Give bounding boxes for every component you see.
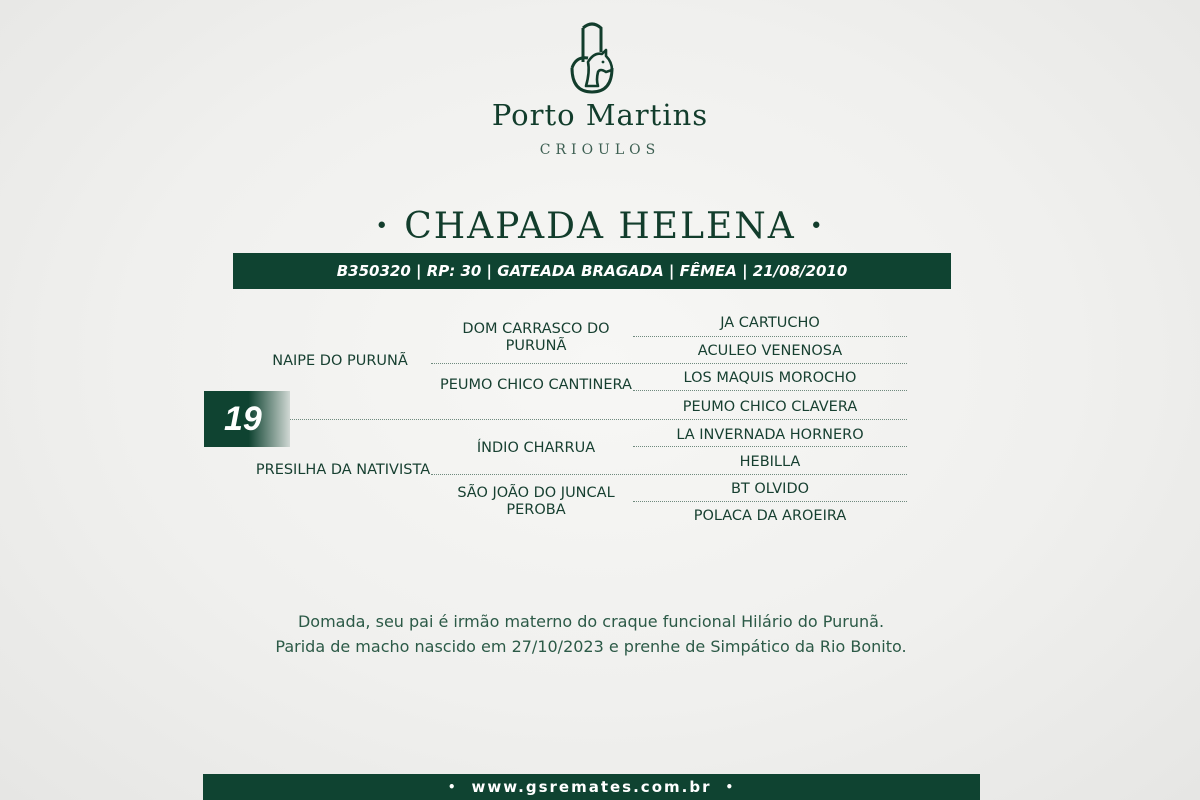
website-link[interactable]: www.gsremates.com.br — [471, 778, 712, 796]
pedigree-ss-dam: ACULEO VENENOSA — [697, 343, 843, 359]
pedigree-sire: NAIPE DO PURUNÃ — [272, 353, 408, 369]
pedigree-sd-sire: LOS MAQUIS MOROCHO — [683, 370, 857, 386]
pedigree-sire-dam: PEUMO CHICO CANTINERA — [440, 377, 632, 393]
pedigree-dam: PRESILHA DA NATIVISTA — [255, 462, 431, 478]
pedigree-sd-dam: PEUMO CHICO CLAVERA — [682, 399, 858, 415]
pedigree-divider — [431, 474, 907, 475]
horse-info-bar — [233, 253, 951, 289]
pedigree-dd-dam: POLACA DA AROEIRA — [693, 508, 847, 524]
lot-badge — [204, 391, 290, 447]
pedigree-divider — [431, 363, 907, 364]
title-bullet-right: • — [809, 214, 825, 239]
pedigree-divider — [633, 390, 907, 391]
brand-name: Porto Martins — [491, 98, 709, 132]
footer-bullet-right: • — [725, 780, 736, 794]
pedigree-divider — [290, 419, 907, 420]
horse-head-icon — [566, 22, 618, 94]
pedigree-ds-sire: LA INVERNADA HORNERO — [676, 427, 864, 443]
description-line-1: Domada, seu pai é irmão materno do craque funcional Hilário do Purunã. — [297, 612, 885, 631]
pedigree-dam-dam: SÃO JOÃO DO JUNCAL PEROBA — [457, 485, 615, 518]
footer-bar — [203, 774, 980, 800]
lot-number: 19 — [224, 399, 262, 438]
description-line-2: Parida de macho nascido em 27/10/2023 e prenhe de Simpático da Rio Bonito. — [275, 637, 907, 656]
pedigree-divider — [633, 336, 907, 337]
pedigree-ss-sire: JA CARTUCHO — [720, 315, 820, 331]
footer-bullet-left: • — [447, 780, 458, 794]
horse-info: B350320 | RP: 30 | GATEADA BRAGADA | FÊMEA | 21/08/2010 — [336, 262, 848, 280]
brand-subtitle: CRIOULOS — [539, 142, 661, 158]
pedigree-sire-sire: DOM CARRASCO DO PURUNÃ — [462, 321, 610, 354]
horse-description — [0, 609, 1182, 659]
title-bullet-left: • — [375, 214, 391, 239]
pedigree-dam-sire: ÍNDIO CHARRUA — [476, 440, 596, 456]
pedigree-dd-sire: BT OLVIDO — [730, 481, 810, 497]
pedigree-ds-dam: HEBILLA — [739, 454, 801, 470]
pedigree-divider — [633, 501, 907, 502]
horse-name: CHAPADA HELENA — [404, 206, 796, 247]
horse-title — [0, 206, 1200, 247]
pedigree-divider — [633, 446, 907, 447]
